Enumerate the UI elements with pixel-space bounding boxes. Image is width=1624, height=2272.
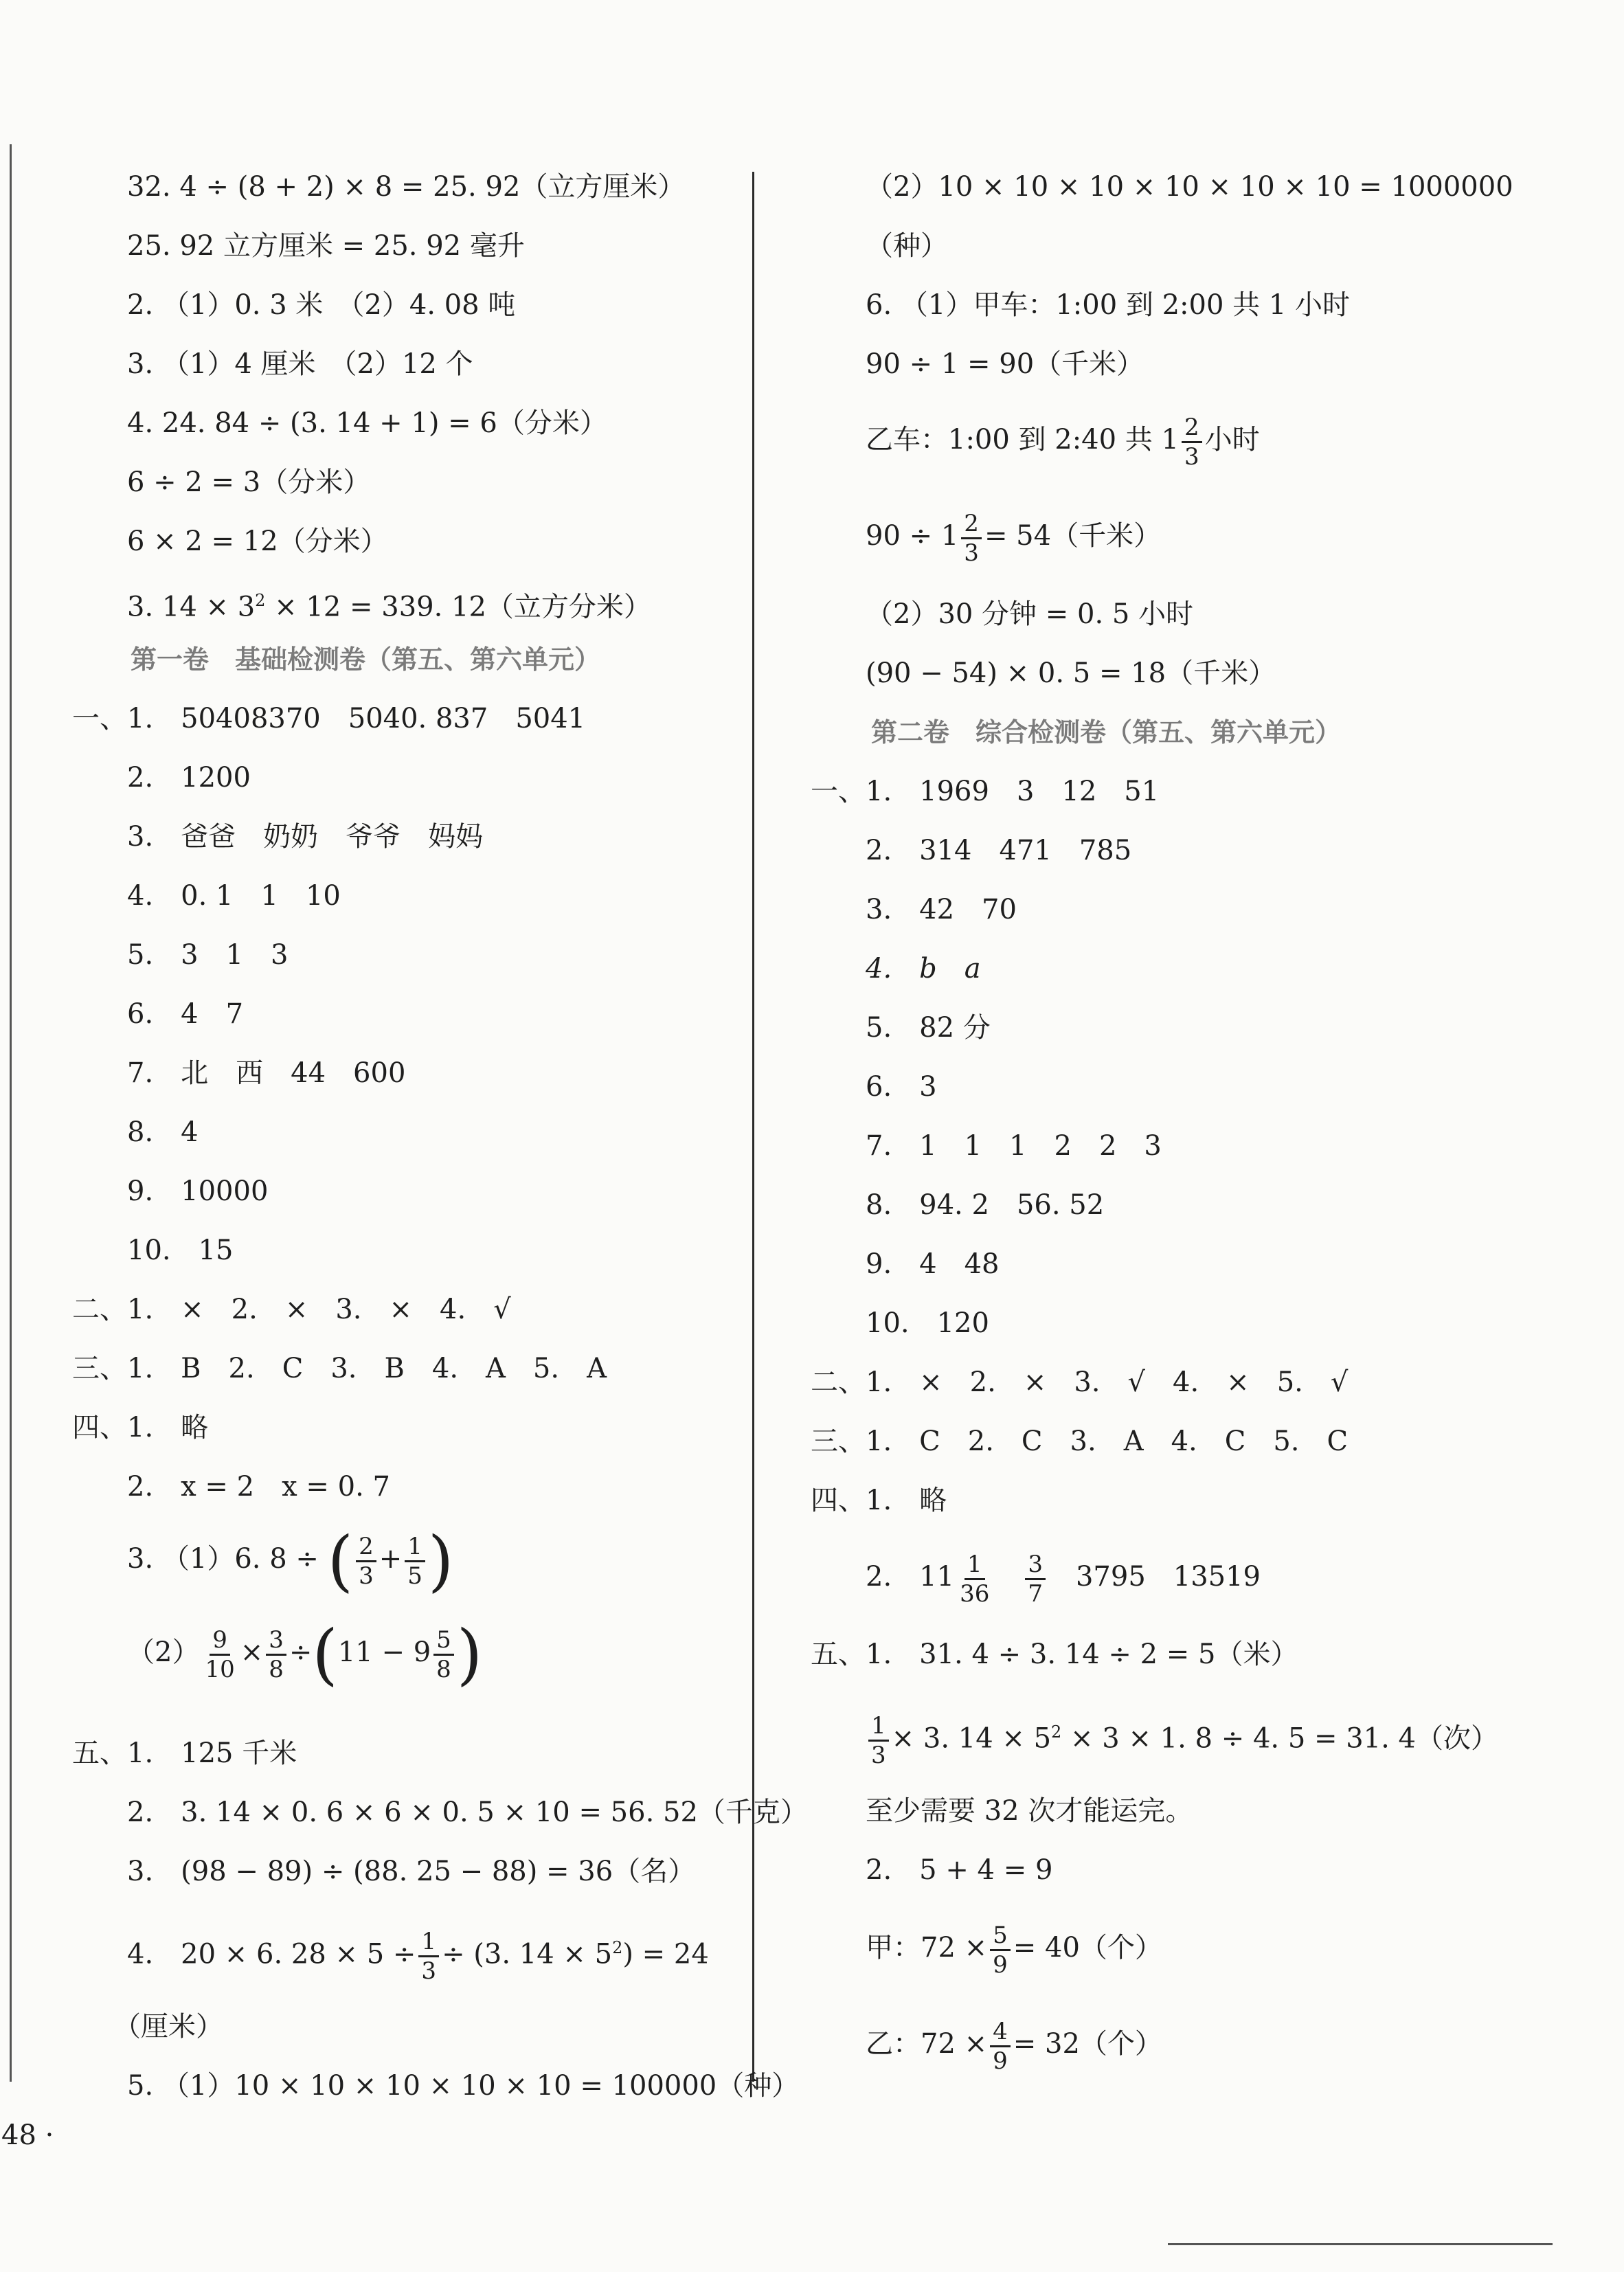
answer-line: 9. 10000 (127, 1176, 269, 1207)
answer-line: 6 ÷ 2 = 3（分米） (127, 466, 371, 498)
section-heading: 第二卷 综合检测卷（第五、第六单元） (871, 717, 1342, 747)
answer-line (127, 1910, 709, 1986)
answer-line: （2） $\frac{9}{10}$ × $\frac{3}{8}$ ÷(11 − 9 $\frac{5}{8}$ ) (127, 1616, 483, 1693)
answer-line: 2. 3. 14 × 0. 6 × 6 × 0. 5 × 10 = 56. 52（千克） (127, 1797, 808, 1828)
answer-line: 三、1. B 2. C 3. B 4. A 5. A (72, 1353, 607, 1384)
expr-part: ) = 24 (622, 1938, 709, 1970)
paren-right: ) (427, 1522, 454, 1599)
answer-line: 2. 314 471 785 (866, 835, 1132, 866)
answer-line: 10. 120 (866, 1307, 989, 1339)
answer-line: 4. 24. 84 ÷ (3. 14 + 1) = 6（分米） (127, 407, 607, 439)
section-heading: 第一卷 基础检测卷（第五、第六单元） (131, 644, 601, 675)
answer-line (866, 1694, 1498, 1770)
expr-part: 乙车：1:00 到 2:40 共 1 (866, 424, 1179, 455)
answer-line: 至少需要 32 次才能运完。 (866, 1795, 1193, 1827)
fraction: $\frac{5}{9}$ (990, 1922, 1011, 1979)
answer-line: 2. x = 2 x = 0. 7 (127, 1471, 390, 1503)
expr-part: 3. （1）6. 8 ÷ (127, 1543, 319, 1575)
expr-part: 甲：72 × (866, 1932, 988, 1964)
answer-line: 五、1. 125 千米 (72, 1737, 297, 1769)
fraction: $\frac{9}{10}$ (205, 1626, 235, 1683)
fraction: $\frac{1}{3}$ (418, 1928, 439, 1985)
answer-line: 2. （1）0. 3 米 （2）4. 08 吨 (127, 289, 516, 321)
answer-line: 4. 0. 1 1 10 (127, 880, 341, 912)
expr-part: = 32（个） (1013, 2028, 1162, 2060)
answer-line: 二、1. × 2. × 3. × 4. √ (72, 1294, 511, 1325)
superscript: 2 (1051, 1722, 1062, 1742)
answer-line: 90 ÷ 1 = 90（千米） (866, 348, 1144, 380)
answer-line: 2. 1200 (127, 762, 251, 794)
answer-line: 三、1. C 2. C 3. A 4. C 5. C (811, 1426, 1349, 1457)
answer-line: （2）30 分钟 = 0. 5 小时 (866, 598, 1194, 630)
expr-part: = 54（千米） (984, 520, 1162, 552)
fraction: $\frac{4}{9}$ (990, 2018, 1011, 2075)
fraction: $\frac{3}{8}$ (266, 1626, 286, 1683)
expr-part: 11 − 9 (337, 1636, 431, 1668)
page-number: 48 · (1, 2119, 54, 2151)
superscript: 2 (612, 1938, 623, 1957)
answer-line: 8. 4 (127, 1116, 199, 1148)
paren-left: ( (327, 1522, 354, 1599)
expr-part: × 12 = 339. 12（立方分米） (265, 591, 651, 623)
answer-line: (90 − 54) × 0. 5 = 18（千米） (866, 657, 1276, 689)
answer-line: 25. 92 立方厘米 = 25. 92 毫升 (127, 230, 525, 262)
answer-line: （厘米） (113, 2011, 223, 2043)
answer-line: （种） (866, 230, 948, 262)
expr-part: 2. 11 (866, 1561, 955, 1593)
fraction: $\frac{2}{3}$ (1182, 414, 1202, 471)
paren-right: ) (456, 1616, 483, 1693)
answer-line: 9. 4 48 (866, 1248, 1000, 1280)
answer-line: 四、1. 略 (811, 1485, 947, 1516)
fraction: $\frac{1}{5}$ (405, 1533, 425, 1590)
fraction: $\frac{2}{3}$ (961, 510, 982, 567)
fraction: $\frac{1}{36}$ (960, 1550, 990, 1608)
answer-line: 5. 82 分 (866, 1012, 991, 1044)
superscript: 2 (255, 591, 266, 610)
answer-line: 2. 5 + 4 = 9 (866, 1854, 1053, 1886)
expr-part: （2） (127, 1636, 200, 1668)
answer-line: 32. 4 ÷ (8 + 2) × 8 = 25. 92（立方厘米） (127, 171, 686, 203)
expr-part: 小时 (1204, 424, 1260, 455)
expr-part: 4. 20 × 6. 28 × 5 ÷ (127, 1938, 416, 1970)
answer-line: 3. 爸爸 奶奶 爷爷 妈妈 (127, 821, 484, 853)
expr-part: = 40（个） (1013, 1932, 1162, 1964)
answer-line (866, 498, 1161, 574)
answer-line: 5. 3 1 3 (127, 939, 289, 971)
bottom-rule (1168, 2243, 1553, 2245)
answer-line: 6. 4 7 (127, 998, 244, 1030)
answer-line (866, 1910, 1162, 1986)
answer-line: 3. （1）4 厘米 （2）12 个 (127, 348, 473, 380)
answer-line: （2）10 × 10 × 10 × 10 × 10 × 10 = 1000000 (866, 171, 1513, 203)
fraction: $\frac{3}{7}$ (1025, 1551, 1046, 1608)
answer-line: 3. (98 − 89) ÷ (88. 25 − 88) = 36（名） (127, 1856, 696, 1887)
answer-line: 7. 北 西 44 600 (127, 1057, 406, 1089)
answer-line: 4. b a (866, 953, 981, 985)
answer-line: 7. 1 1 1 2 2 3 (866, 1130, 1162, 1162)
answer-line (866, 402, 1260, 477)
answer-line: 四、1. 略 (72, 1412, 209, 1443)
answer-line: 二、1. × 2. × 3. √ 4. × 5. √ (811, 1366, 1349, 1398)
answer-line: 8. 94. 2 56. 52 (866, 1189, 1105, 1221)
answer-line: 10. 15 (127, 1235, 234, 1266)
expr-part: ÷ (3. 14 × 5 (442, 1938, 613, 1970)
expr-part: 3. 14 × 3 (127, 591, 256, 623)
answer-line (127, 583, 651, 623)
paren-left: ( (312, 1616, 338, 1693)
answer-line (866, 1539, 1261, 1615)
answer-line (866, 2006, 1162, 2082)
expr-part: 3795 13519 (1075, 1561, 1261, 1593)
answer-line: 6. （1）甲车：1:00 到 2:00 共 1 小时 (866, 289, 1350, 321)
answer-line: 6. 3 (866, 1071, 937, 1103)
answer-line: 一、1. 1969 3 12 51 (811, 776, 1160, 807)
page-edge-line (10, 144, 12, 2082)
fraction: $\frac{5}{8}$ (433, 1626, 454, 1683)
expr-part: 乙：72 × (866, 2028, 988, 2060)
answer-line: 3. （1）6. 8 ÷ ( $\frac{2}{3}$ + $\frac{1}{5}$ ) (127, 1522, 454, 1599)
answer-line: 五、1. 31. 4 ÷ 3. 14 ÷ 2 = 5（米） (811, 1639, 1298, 1670)
expr-part: × 3. 14 × 5 (891, 1722, 1052, 1755)
answer-line: 5. （1）10 × 10 × 10 × 10 × 10 = 100000（种） (127, 2070, 800, 2102)
fraction: $\frac{2}{3}$ (356, 1533, 376, 1590)
expr-part: × 3 × 1. 8 ÷ 4. 5 = 31. 4（次） (1061, 1722, 1498, 1755)
answer-line: 一、1. 50408370 5040. 837 5041 (72, 703, 586, 734)
fraction: $\frac{1}{3}$ (868, 1712, 889, 1769)
expr-part: 90 ÷ 1 (866, 520, 959, 552)
answer-line: 3. 42 70 (866, 894, 1017, 925)
answer-line: 6 × 2 = 12（分米） (127, 526, 388, 557)
